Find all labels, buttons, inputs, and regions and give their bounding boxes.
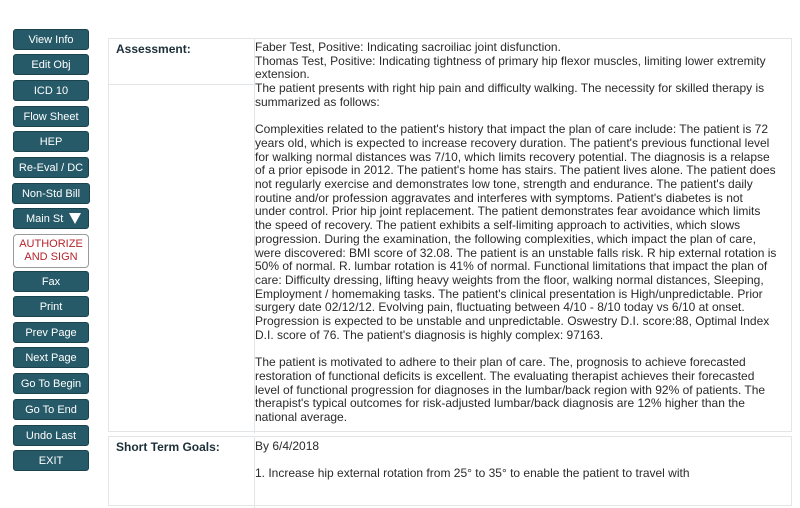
goals-date: By 6/4/2018 [255,439,320,453]
complexities-line: routine and/or profession aggravates and interferes with symptoms. Patient's diabetes is not [255,190,743,205]
authorize-and-sign-button[interactable] [13,234,89,268]
complexities-line: progression. During the examination, the following complexities, which impact the plan of care, [255,231,756,246]
complexities-line: Complexities related to the patient's history that impact the plan of care include: The patient is 72 [255,122,769,137]
prev-page-button[interactable]: Prev Page [13,322,89,343]
presents-line-2: summarized as follows: [255,94,380,109]
triangle-down-icon [69,213,81,224]
exit-button[interactable]: EXIT [13,450,89,471]
complexities-line: of a prior episode in 2012. The patient's home has stairs. The patient lives alone. The patient does [255,163,776,178]
motivation-paragraph [255,356,791,425]
non-std-bill-button[interactable]: Non-Std Bill [12,183,90,204]
motivation-line: national average. [255,409,348,424]
main-st-label: Main St [26,213,64,225]
print-button[interactable]: Print [13,296,89,317]
motivation-line: therapist's typical outcomes for risk-adjusted lumbar/back diagnosis are 12% higher than the [255,396,745,411]
motivation-line: restoration of functional deficits is excellent. The evaluating therapist achieves their forecasted [255,368,755,383]
complexities-line: not regularly exercise and demonstrates low tone, strength and endurance. The patient's daily [255,177,753,192]
and-sign-label: AND SIGN [24,251,78,263]
document-content [108,38,792,500]
complexities-line: Employment / homemaking tasks. The patient's clinical presentation is High/unpredictable. Prior [255,286,763,301]
short-term-goals-label: Short Term Goals: [116,440,220,454]
hep-button[interactable]: HEP [13,131,89,152]
row-divider [109,84,254,85]
icd10-button[interactable]: ICD 10 [13,80,89,101]
flow-sheet-button[interactable]: Flow Sheet [13,106,89,127]
complexities-paragraph [255,123,791,342]
motivation-line: level of functional progression for diagnoses in the lumbar/back region with 92% of patients. The [255,382,766,397]
short-term-goals-text [254,437,791,508]
faber-test-line: Faber Test, Positive: Indicating sacroiliac joint disfunction. [255,40,561,54]
reeval-dc-button[interactable]: Re-Eval / DC [13,157,89,178]
motivation-line: The patient is motivated to adhere to their plan of care. The, prognosis to achieve forecasted [255,355,746,370]
thomas-test-line: Thomas Test, Positive: Indicating tightness of primary hip flexor muscles, limiting lower extremity [255,53,766,68]
assessment-text [254,39,791,433]
complexities-line: care: Difficulty dressing, lifting heavy weights from the floor, walking normal distances, Sleeping, [255,272,764,287]
complexities-line: Progression is expected to be unstable and unpredictable. Oswestry D.I. score:88, Optimal Index [255,314,770,329]
go-to-end-button[interactable]: Go To End [13,399,89,420]
view-info-button[interactable]: View Info [13,29,89,50]
assessment-label: Assessment: [116,42,191,56]
complexities-line: the speed of recovery. The patient exhibits a self-limiting approach to activities, which slows [255,218,741,233]
complexities-line: for walking normal distances was 7/10, which limits recovery potential. The diagnosis is a relapse [255,149,770,164]
fax-button[interactable]: Fax [13,271,89,292]
complexities-line: surgery date 02/12/12. Evolving pain, fluctuating between 4/10 - 8/10 today vs 6/10 at onset. [255,300,745,315]
authorize-label: AUTHORIZE [19,238,83,250]
complexities-line: years old, which is expected to increase recovery duration. The patient's previous functional level [255,135,770,150]
assessment-section [108,38,792,432]
next-page-button[interactable]: Next Page [13,347,89,368]
short-term-goals-section [108,436,792,506]
main-st-dropdown[interactable] [13,208,89,229]
go-to-begin-button[interactable]: Go To Begin [13,373,89,394]
presents-line: The patient presents with right hip pain and difficulty walking. The necessity for skilled therapy is [255,81,765,96]
undo-last-button[interactable]: Undo Last [13,425,89,446]
left-nav [0,0,100,500]
edit-obj-button[interactable]: Edit Obj [13,54,89,75]
complexities-line: under control. Prior hip joint replacement. The patient demonstrates fear avoidance which limits [255,204,761,219]
complexities-line: 50% of normal. R. lumbar rotation is 41% of normal. Functional limitations that impact the plan of [255,259,768,274]
complexities-line: D.I. score of 76. The patient's diagnosis is highly complex: 97163. [255,327,604,342]
complexities-line: were discovered: BMI score of 32.08. The patient is an unstable falls risk. R hip external rotation is [255,245,777,260]
thomas-test-line-2: extension. [255,67,310,82]
goal-item-1: 1. Increase hip external rotation from 25° to 35° to enable the patient to travel with [255,466,690,481]
